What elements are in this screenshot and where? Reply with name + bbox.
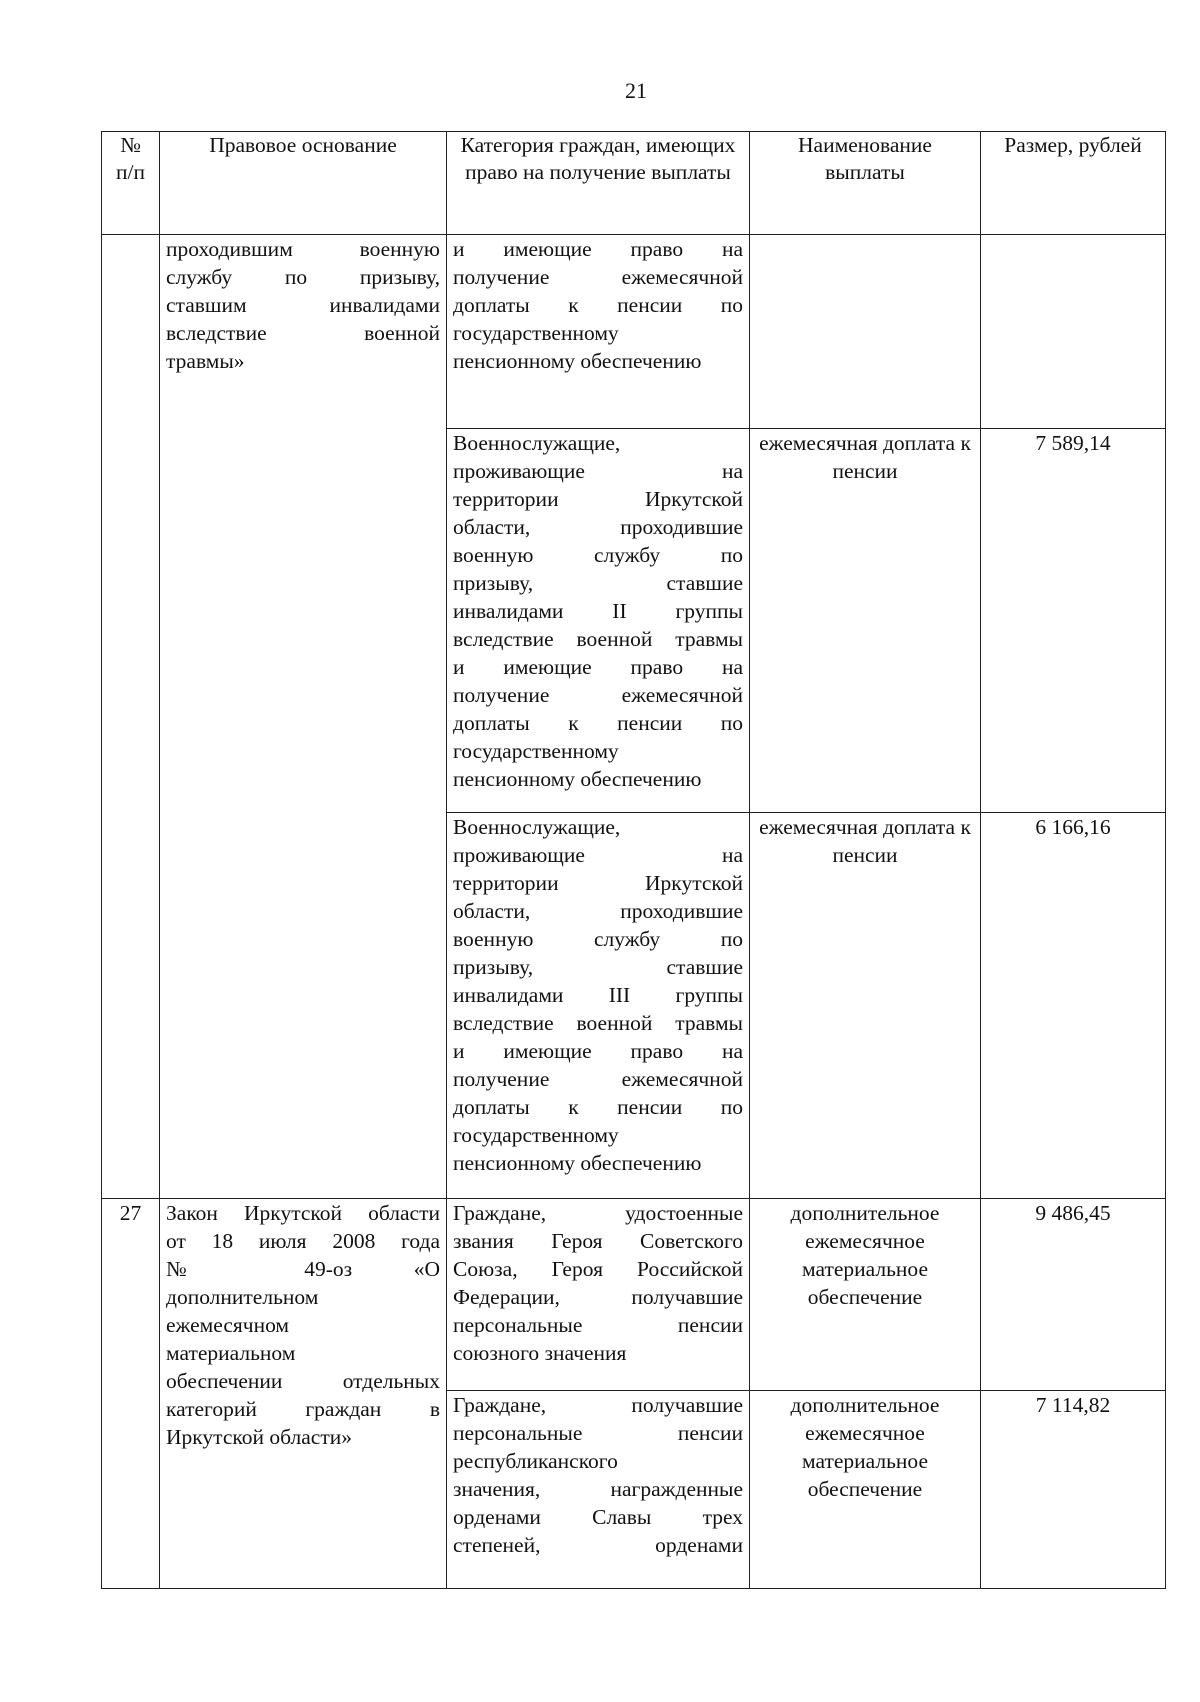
header-category: Категория граждан, имеющих право на получение выплаты bbox=[447, 132, 750, 235]
category-line: инвалидами III группы bbox=[453, 983, 743, 1007]
legal-basis-cell bbox=[160, 235, 447, 1199]
category-cell bbox=[447, 1199, 750, 1391]
amount-cell: 9 486,45 bbox=[981, 1199, 1166, 1391]
category-line: Граждане, получавшие bbox=[453, 1393, 743, 1417]
basis-line: ставшим инвалидами bbox=[166, 293, 440, 317]
category-line: пенсионному обеспечению bbox=[453, 767, 702, 791]
category-line: области, проходившие bbox=[453, 515, 743, 539]
category-line: военную службу по bbox=[453, 543, 743, 567]
category-line: и имеющие право на bbox=[453, 1039, 743, 1063]
benefits-table bbox=[101, 131, 1166, 1589]
basis-line: Иркутской области» bbox=[166, 1425, 352, 1449]
category-line: доплаты к пенсии по bbox=[453, 1095, 743, 1119]
category-line: Военнослужащие, bbox=[453, 815, 621, 839]
category-line: Федерации, получавшие bbox=[453, 1285, 743, 1309]
basis-line: вследствие военной bbox=[166, 321, 440, 345]
category-line: призыву, ставшие bbox=[453, 571, 743, 595]
basis-line: материальном bbox=[166, 1341, 296, 1365]
amount-cell: 7 114,82 bbox=[981, 1391, 1166, 1589]
category-line: и имеющие право на bbox=[453, 655, 743, 679]
payment-name-cell: дополнительное ежемесячное материальное обеспечение bbox=[750, 1199, 981, 1391]
basis-line: травмы» bbox=[166, 349, 245, 373]
row-num-cell: 27 bbox=[102, 1199, 160, 1589]
category-line: получение ежемесячной bbox=[453, 1067, 743, 1091]
category-line: вследствие военной травмы bbox=[453, 1011, 743, 1035]
table-header-row bbox=[102, 132, 1166, 235]
table-row bbox=[102, 235, 1166, 429]
basis-line: службу по призыву, bbox=[166, 265, 440, 289]
category-cell bbox=[447, 813, 750, 1199]
category-line: Союза, Героя Российской bbox=[453, 1257, 743, 1281]
row-num-cell bbox=[102, 235, 160, 1199]
amount-cell: 6 166,16 bbox=[981, 813, 1166, 1199]
category-line: степеней, орденами bbox=[453, 1533, 743, 1557]
category-line: территории Иркутской bbox=[453, 871, 743, 895]
category-line: государственному bbox=[453, 1123, 619, 1147]
payment-name-cell: ежемесячная доплата к пенсии bbox=[750, 429, 981, 813]
header-num: № п/п bbox=[102, 132, 160, 235]
basis-line: от 18 июля 2008 года bbox=[166, 1229, 440, 1253]
header-legal-basis: Правовое основание bbox=[160, 132, 447, 235]
category-line: территории Иркутской bbox=[453, 487, 743, 511]
category-line: получение ежемесячной bbox=[453, 683, 743, 707]
category-line: значения, награжденные bbox=[453, 1477, 743, 1501]
basis-line: дополнительном bbox=[166, 1285, 319, 1309]
header-amount: Размер, рублей bbox=[981, 132, 1166, 235]
category-line: пенсионному обеспечению bbox=[453, 1151, 702, 1175]
payment-name-cell bbox=[750, 235, 981, 429]
category-line: орденами Славы трех bbox=[453, 1505, 743, 1529]
category-line: персональные пенсии bbox=[453, 1313, 743, 1337]
category-cell bbox=[447, 1391, 750, 1589]
basis-line: проходившим военную bbox=[166, 237, 440, 261]
category-line: персональные пенсии bbox=[453, 1421, 743, 1445]
category-line: призыву, ставшие bbox=[453, 955, 743, 979]
basis-line: ежемесячном bbox=[166, 1313, 290, 1337]
category-line: республиканского bbox=[453, 1449, 618, 1473]
category-line: инвалидами II группы bbox=[453, 599, 743, 623]
category-line: вследствие военной травмы bbox=[453, 627, 743, 651]
category-line: звания Героя Советского bbox=[453, 1229, 743, 1253]
category-line: и имеющие право на bbox=[453, 237, 743, 261]
basis-line: Закон Иркутской области bbox=[166, 1201, 440, 1225]
basis-line: категорий граждан в bbox=[166, 1397, 440, 1421]
category-line: Граждане, удостоенные bbox=[453, 1201, 743, 1225]
amount-cell: 7 589,14 bbox=[981, 429, 1166, 813]
category-cell bbox=[447, 429, 750, 813]
basis-line: обеспечении отдельных bbox=[166, 1369, 440, 1393]
category-cell bbox=[447, 235, 750, 429]
category-line: государственному bbox=[453, 321, 619, 345]
payment-name-cell: ежемесячная доплата к пенсии bbox=[750, 813, 981, 1199]
table-row bbox=[102, 1199, 1166, 1391]
category-line: союзного значения bbox=[453, 1341, 627, 1365]
category-line: доплаты к пенсии по bbox=[453, 293, 743, 317]
category-line: области, проходившие bbox=[453, 899, 743, 923]
category-line: проживающие на bbox=[453, 843, 743, 867]
header-payment-name: Наименование выплаты bbox=[750, 132, 981, 235]
payment-name-cell: дополнительное ежемесячное материальное обеспечение bbox=[750, 1391, 981, 1589]
category-line: получение ежемесячной bbox=[453, 265, 743, 289]
category-line: доплаты к пенсии по bbox=[453, 711, 743, 735]
page-number: 21 bbox=[625, 78, 647, 103]
category-line: государственному bbox=[453, 739, 619, 763]
basis-line: № 49-оз «О bbox=[166, 1257, 440, 1281]
category-line: проживающие на bbox=[453, 459, 743, 483]
category-line: военную службу по bbox=[453, 927, 743, 951]
legal-basis-cell bbox=[160, 1199, 447, 1589]
category-line: Военнослужащие, bbox=[453, 431, 621, 455]
amount-cell bbox=[981, 235, 1166, 429]
category-line: пенсионному обеспечению bbox=[453, 349, 702, 373]
